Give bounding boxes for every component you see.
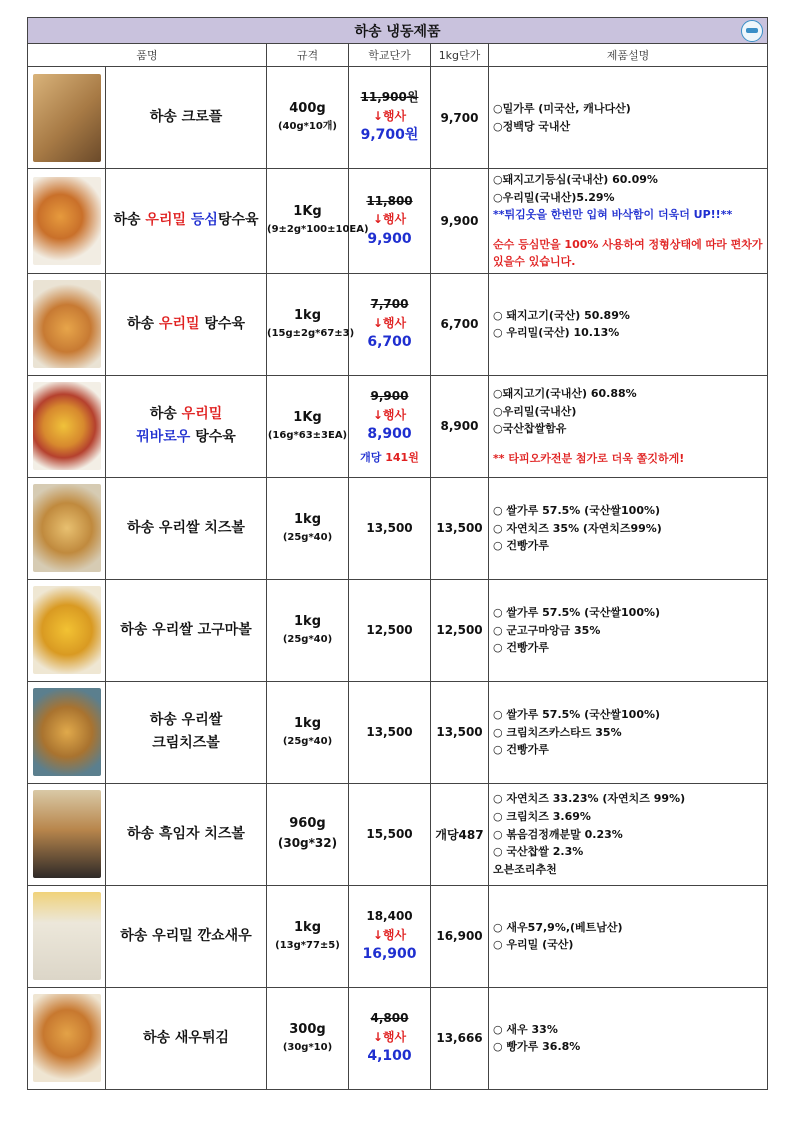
product-row	[28, 681, 768, 783]
product-name-part: 탕수육	[190, 429, 236, 446]
product-image-cell	[28, 783, 106, 885]
product-description	[489, 67, 768, 169]
product-table	[27, 17, 768, 1090]
spec-weight: 300g	[289, 1021, 326, 1037]
product-name-part: 우리밀	[145, 212, 186, 229]
product-description	[489, 987, 768, 1089]
price-value: 15,500	[366, 827, 413, 842]
kg-price: 개당487	[431, 783, 489, 885]
description-line: ○우리밀(국내산)	[493, 404, 577, 418]
spec-pack: (16g*63±3EA)	[267, 429, 348, 441]
unit-price-label: 개당	[360, 450, 382, 464]
product-description	[489, 375, 768, 477]
product-row	[28, 273, 768, 375]
description-line: ○ 쌀가루 57.5% (국산쌀100%)	[493, 708, 661, 722]
school-price	[349, 579, 431, 681]
product-photo	[33, 484, 101, 572]
product-description	[489, 681, 768, 783]
unit-price	[349, 449, 430, 466]
product-name	[106, 885, 267, 987]
product-photo	[33, 892, 101, 980]
product-image-cell	[28, 579, 106, 681]
product-spec	[267, 169, 369, 274]
product-image-cell	[28, 169, 106, 274]
sale-price: 4,100	[367, 1048, 412, 1065]
sale-badge: ↓행사	[372, 108, 407, 123]
product-spec	[267, 885, 349, 987]
spec-weight: 1Kg	[293, 204, 322, 220]
spec-pack: (15g±2g*67±3)	[267, 327, 355, 339]
header-description: 제품설명	[489, 44, 768, 67]
product-photo	[33, 586, 101, 674]
price-value: 12,500	[366, 623, 413, 638]
product-name-part: 하송 우리밀 깐쇼새우	[120, 927, 252, 944]
description-line: ○ 건빵가루	[493, 641, 549, 655]
product-image-cell	[28, 375, 106, 477]
product-description	[489, 783, 768, 885]
product-row	[28, 987, 768, 1089]
header-spec: 규격	[267, 44, 349, 67]
product-description	[489, 169, 768, 274]
product-photo	[33, 177, 101, 265]
product-spec	[267, 783, 349, 885]
haccp-logo-icon	[741, 20, 763, 42]
product-row	[28, 477, 768, 579]
description-line: ○ 돼지고기(국산) 50.89%	[493, 308, 630, 322]
old-price: 4,800	[370, 1011, 409, 1026]
description-note: **튀김옷을 한번만 입혀 바삭함이 더욱더 UP!!**	[493, 208, 733, 222]
product-name-part: 하송	[113, 212, 146, 229]
kg-price: 13,500	[431, 681, 489, 783]
spec-weight: 1kg	[294, 511, 321, 527]
description-line: ○ 크림치즈 3.69%	[493, 810, 591, 824]
description-line: ○국산찹쌀함유	[493, 422, 567, 436]
description-line: ○ 건빵가루	[493, 743, 549, 757]
kg-price: 16,900	[431, 885, 489, 987]
spec-weight: 1kg	[294, 919, 321, 935]
product-description	[489, 477, 768, 579]
kg-price: 12,500	[431, 579, 489, 681]
sheet-title-cell	[28, 18, 768, 44]
product-image-cell	[28, 67, 106, 169]
product-name-part: 우리밀	[181, 405, 223, 422]
sale-badge: ↓행사	[372, 212, 407, 227]
product-image-cell	[28, 885, 106, 987]
product-name-part: 하송 우리쌀	[149, 711, 223, 728]
product-name	[106, 681, 267, 783]
product-photo	[33, 790, 101, 878]
spec-weight: 400g	[289, 101, 326, 116]
product-photo	[33, 280, 101, 368]
product-row	[28, 885, 768, 987]
product-row	[28, 67, 768, 169]
school-price	[349, 169, 431, 274]
description-line: ○ 빵가루 36.8%	[493, 1040, 581, 1054]
product-spec	[267, 579, 349, 681]
product-photo	[33, 74, 101, 162]
kg-price: 13,666	[431, 987, 489, 1089]
product-name	[106, 987, 267, 1089]
description-spacer	[493, 224, 763, 236]
sale-price: 16,900	[362, 946, 417, 963]
school-price	[349, 885, 431, 987]
unit-price-value: 141원	[385, 450, 419, 464]
price-value: 13,500	[366, 521, 413, 536]
school-price	[349, 783, 431, 885]
product-row	[28, 783, 768, 885]
spec-pack: (25g*40)	[282, 633, 333, 645]
school-price	[349, 67, 431, 169]
header-name: 품명	[28, 44, 267, 67]
product-spec	[267, 375, 349, 477]
product-name	[106, 67, 267, 169]
school-price	[349, 681, 431, 783]
product-name-part: 하송	[149, 405, 182, 422]
product-image-cell	[28, 273, 106, 375]
product-row	[28, 579, 768, 681]
spec-weight: 1Kg	[293, 409, 322, 425]
product-image-cell	[28, 477, 106, 579]
description-line: ○ 자연치즈 33.23% (자연치즈 99%)	[493, 792, 686, 806]
sale-price: 8,900	[367, 426, 412, 443]
product-description	[489, 885, 768, 987]
product-description	[489, 579, 768, 681]
description-line: ○돼지고기등심(국내산) 60.09%	[493, 173, 658, 186]
description-line: ○ 볶음검정깨분말 0.23%	[493, 827, 623, 841]
description-line: ○우리밀(국내산)5.29%	[493, 190, 615, 204]
product-name-part: 탕수육	[199, 315, 245, 332]
product-name	[106, 783, 267, 885]
product-name-part: 하송 흑임자 치즈볼	[127, 825, 245, 842]
description-line: ○ 군고구마앙금 35%	[493, 623, 601, 637]
description-line: ○ 국산찹쌀 2.3%	[493, 845, 584, 859]
description-line: ○ 자연치즈 35% (자연치즈99%)	[493, 521, 662, 535]
product-spec	[267, 477, 349, 579]
description-line: ○밀가루 (미국산, 캐나다산)	[493, 101, 631, 115]
product-name-part: 하송 크로플	[149, 108, 223, 125]
product-name-part: 하송	[127, 315, 159, 332]
product-name	[106, 169, 267, 274]
product-name	[106, 579, 267, 681]
product-name	[106, 375, 267, 477]
product-row	[28, 375, 768, 477]
product-name-part: 하송 우리쌀 치즈볼	[127, 519, 245, 536]
sale-badge: ↓행사	[372, 1029, 407, 1044]
product-photo	[33, 688, 101, 776]
product-image-cell	[28, 681, 106, 783]
description-line: ○ 새우57,9%,(베트남산)	[493, 920, 623, 934]
product-rows	[28, 67, 768, 1090]
description-line: ○ 새우 33%	[493, 1022, 558, 1036]
description-line: 오븐조리추천	[493, 862, 557, 876]
product-description	[489, 273, 768, 375]
spec-pack: (40g*10개)	[277, 121, 338, 132]
spec-pack: (13g*77±5)	[275, 939, 340, 951]
spec-weight: 1kg	[294, 715, 321, 731]
product-photo	[33, 382, 101, 470]
product-name-part: 꿔바로우	[136, 429, 191, 446]
product-name-part: 크림치즈볼	[152, 735, 220, 752]
description-line: ○ 우리밀(국산) 10.13%	[493, 326, 620, 340]
spec-weight: 1kg	[294, 613, 321, 629]
product-spec	[267, 987, 349, 1089]
product-name	[106, 273, 267, 375]
description-warning: 순수 등심만을 100% 사용하여 정형상태에 따라 편차가 있을수 있습니다.	[493, 237, 763, 269]
spec-pack: (30g*32)	[277, 836, 338, 851]
product-spec	[267, 273, 355, 375]
kg-price: 9,700	[431, 67, 489, 169]
product-name-part: 등심	[190, 212, 218, 229]
header-kg-price: 1kg단가	[431, 44, 489, 67]
price-value: 13,500	[366, 725, 413, 740]
description-line: ○돼지고기(국내산) 60.88%	[493, 387, 637, 401]
header-school-price: 학교단가	[349, 44, 431, 67]
price-sheet	[27, 17, 767, 1090]
sale-badge: ↓행사	[372, 927, 407, 942]
description-warning: ** 타피오카전분 첨가로 더욱 쫄깃하게!	[493, 452, 685, 466]
description-line: ○ 건빵가루	[493, 539, 549, 553]
old-price: 11,800	[366, 193, 413, 208]
school-price	[349, 273, 431, 375]
sale-badge: ↓행사	[372, 315, 407, 330]
product-name-part: 하송 우리쌀 고구마볼	[120, 621, 252, 638]
old-price: 7,700	[370, 297, 409, 312]
spec-pack: (25g*40)	[282, 735, 333, 747]
description-line: ○정백당 국내산	[493, 119, 571, 133]
product-name	[106, 477, 267, 579]
kg-price: 8,900	[431, 375, 489, 477]
product-image-cell	[28, 987, 106, 1089]
kg-price: 9,900	[431, 169, 489, 274]
school-price	[349, 477, 431, 579]
old-price: 9,900	[370, 389, 409, 403]
description-spacer	[493, 438, 763, 450]
sheet-title: 하송 냉동제품	[354, 23, 441, 40]
school-price	[349, 375, 431, 477]
description-line: ○ 쌀가루 57.5% (국산쌀100%)	[493, 606, 661, 620]
kg-price: 13,500	[431, 477, 489, 579]
product-spec	[267, 681, 349, 783]
product-name-part: 탕수육	[217, 212, 259, 229]
product-name-part: 우리밀	[158, 315, 200, 332]
spec-pack: (30g*10)	[282, 1041, 333, 1053]
product-photo	[33, 994, 101, 1082]
description-line: ○ 우리밀 (국산)	[493, 938, 574, 952]
school-price	[349, 987, 431, 1089]
description-line: ○ 쌀가루 57.5% (국산쌀100%)	[493, 504, 661, 518]
spec-pack: (25g*40)	[282, 531, 333, 543]
sale-price: 6,700	[367, 334, 412, 351]
spec-weight: 960g	[289, 816, 326, 832]
price-value: 18,400	[366, 909, 413, 924]
kg-price: 6,700	[431, 273, 489, 375]
sale-price: 9,900	[367, 230, 412, 247]
sale-price: 9,700원	[360, 127, 419, 144]
product-row	[28, 169, 768, 274]
description-line: ○ 크림치즈카스타드 35%	[493, 725, 622, 739]
old-price: 11,900원	[360, 90, 419, 105]
product-name-part: 하송 새우튀김	[142, 1029, 230, 1046]
spec-weight: 1kg	[294, 307, 321, 323]
spec-pack: (9±2g*100±10EA)	[267, 224, 369, 236]
sale-badge: ↓행사	[372, 407, 407, 422]
product-spec	[267, 67, 349, 169]
